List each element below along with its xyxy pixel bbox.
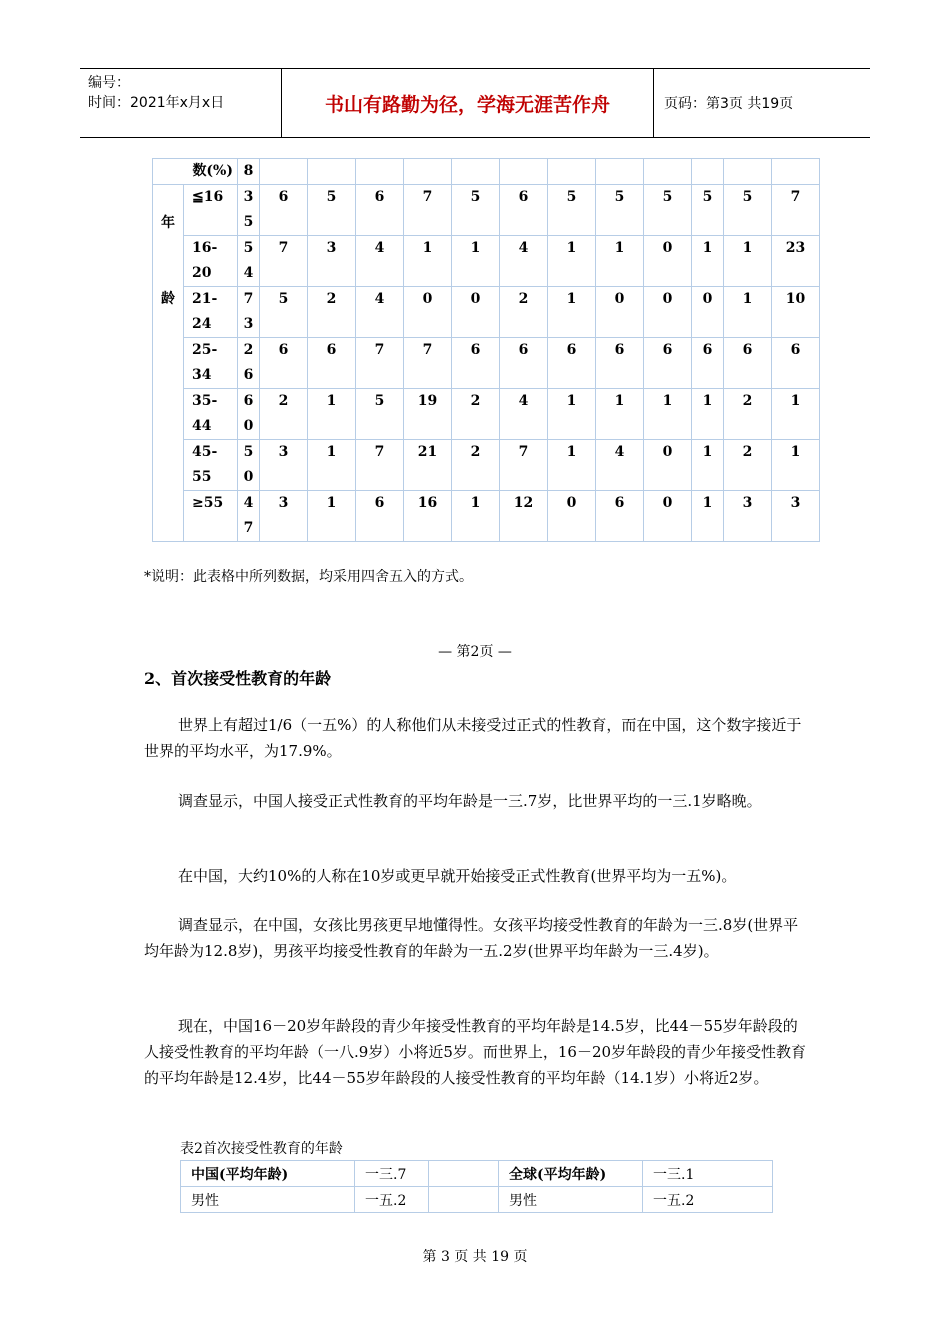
table-cell: 3 bbox=[724, 491, 772, 542]
table-cell: 全球(平均年龄) bbox=[499, 1161, 643, 1187]
page-marker: — 第2页 — bbox=[438, 644, 512, 660]
table-cell: 4 bbox=[500, 389, 548, 440]
page-footer: 第 3 页 共 19 页 bbox=[422, 1249, 528, 1265]
table-note: *说明：此表格中所列数据，均采用四舍五入的方式。 bbox=[144, 569, 473, 585]
header-count: 8 bbox=[238, 159, 260, 185]
table-cell: 0 bbox=[644, 287, 692, 338]
table-cell: 5 bbox=[260, 287, 308, 338]
table-cell: 23 bbox=[772, 236, 820, 287]
table-cell: 5 bbox=[356, 389, 404, 440]
table-cell: 0 bbox=[452, 287, 500, 338]
table-cell: 2 bbox=[260, 389, 308, 440]
table-cell: 2 bbox=[308, 287, 356, 338]
table-cell: 1 bbox=[308, 440, 356, 491]
table-cell: 4 bbox=[356, 287, 404, 338]
table-header-row bbox=[153, 159, 820, 185]
table-cell: 1 bbox=[548, 236, 596, 287]
table-cell: 男性 bbox=[181, 1187, 355, 1213]
table-cell: 3 bbox=[308, 236, 356, 287]
table-cell: 2 bbox=[452, 440, 500, 491]
paragraph: 现在，中国16－20岁年龄段的青少年接受性教育的平均年龄是14.5岁，比44－55岁年龄段的人接受性教育的平均年龄（一八.9岁）小将近5岁。而世界上，16－20岁年龄段的青少年接受性教育的平均年龄是12.4岁，比44－55岁年龄段的人接受性教育的平均年龄（14.1岁）小将近2岁。 bbox=[144, 1017, 807, 1087]
age-range-count: 47 bbox=[238, 491, 260, 542]
table-cell: 1 bbox=[404, 236, 452, 287]
table-cell: 6 bbox=[692, 338, 724, 389]
table-cell: 5 bbox=[692, 185, 724, 236]
table-row bbox=[153, 287, 820, 338]
table-cell: 10 bbox=[772, 287, 820, 338]
table-cell: 1 bbox=[692, 491, 724, 542]
table-row bbox=[181, 1187, 773, 1213]
paragraph: 调查显示，中国人接受正式性教育的平均年龄是一三.7岁，比世界平均的一三.1岁略晚。 bbox=[178, 792, 762, 810]
first-education-age-table bbox=[180, 1160, 773, 1213]
table-cell: 6 bbox=[772, 338, 820, 389]
table-cell: 6 bbox=[260, 338, 308, 389]
table-cell: 1 bbox=[308, 389, 356, 440]
header-label: 数(%) bbox=[153, 159, 238, 185]
age-group-label-top: 年 bbox=[161, 215, 175, 231]
table-cell: 1 bbox=[772, 440, 820, 491]
table-cell: 4 bbox=[500, 236, 548, 287]
header-page-info: 页码：第3页 共19页 bbox=[664, 96, 794, 112]
section-title: 2、首次接受性教育的年龄 bbox=[144, 669, 332, 688]
age-range-label: 21-24 bbox=[184, 287, 238, 338]
table-cell: 1 bbox=[548, 440, 596, 491]
header-time: 时间：2021年x月x日 bbox=[88, 95, 225, 111]
table-cell: 5 bbox=[452, 185, 500, 236]
paragraph: 调查显示，在中国，女孩比男孩更早地懂得性。女孩平均接受性教育的年龄为一三.8岁(世界平均年龄为12.8岁)，男孩平均接受性教育的年龄为一五.2岁(世界平均年龄为一三.4岁)。 bbox=[144, 916, 799, 960]
table-row bbox=[181, 1161, 773, 1187]
table-cell: 6 bbox=[356, 185, 404, 236]
table-row bbox=[153, 389, 820, 440]
table-cell: 1 bbox=[692, 389, 724, 440]
table-cell: 1 bbox=[548, 389, 596, 440]
table-cell: 6 bbox=[308, 338, 356, 389]
age-range-label: 45-55 bbox=[184, 440, 238, 491]
table-cell: 一三.7 bbox=[355, 1161, 429, 1187]
age-range-count: 35 bbox=[238, 185, 260, 236]
page-header bbox=[80, 68, 870, 138]
paragraph: 在中国，大约10%的人称在10岁或更早就开始接受正式性教育(世界平均为一五%)。 bbox=[178, 867, 737, 885]
table-cell: 1 bbox=[724, 236, 772, 287]
table-cell: 7 bbox=[356, 440, 404, 491]
table-cell: 2 bbox=[724, 440, 772, 491]
table-cell: 0 bbox=[596, 287, 644, 338]
table-cell: 0 bbox=[404, 287, 452, 338]
table-cell: 6 bbox=[596, 491, 644, 542]
table-cell: 1 bbox=[452, 491, 500, 542]
table-cell: 6 bbox=[724, 338, 772, 389]
table-cell: 一五.2 bbox=[355, 1187, 429, 1213]
table-cell: 1 bbox=[644, 389, 692, 440]
table-cell: 12 bbox=[500, 491, 548, 542]
header-motto: 书山有路勤为径，学海无涯苦作舟 bbox=[282, 69, 654, 137]
table-row bbox=[153, 491, 820, 542]
header-code: 编号： bbox=[88, 75, 130, 91]
table-cell: 0 bbox=[644, 440, 692, 491]
table-cell: 1 bbox=[596, 389, 644, 440]
table-cell: 7 bbox=[500, 440, 548, 491]
age-group-label bbox=[153, 185, 184, 542]
age-range-label: ≥55 bbox=[184, 491, 238, 542]
table-cell: 3 bbox=[260, 440, 308, 491]
table-cell: 1 bbox=[692, 440, 724, 491]
age-range-label: ≦16 bbox=[184, 185, 238, 236]
table-cell: 4 bbox=[356, 236, 404, 287]
table-cell: 6 bbox=[596, 338, 644, 389]
table-row bbox=[153, 440, 820, 491]
table-cell: 6 bbox=[548, 338, 596, 389]
table-cell: 7 bbox=[404, 185, 452, 236]
table-cell: 6 bbox=[500, 185, 548, 236]
table-cell: 3 bbox=[772, 491, 820, 542]
header-meta bbox=[80, 69, 282, 137]
age-distribution-table bbox=[152, 158, 820, 542]
age-range-count: 54 bbox=[238, 236, 260, 287]
table-cell: 男性 bbox=[499, 1187, 643, 1213]
table-cell: 7 bbox=[356, 338, 404, 389]
table-cell: 6 bbox=[644, 338, 692, 389]
table2-caption: 表2首次接受性教育的年龄 bbox=[180, 1141, 343, 1157]
table-cell: 1 bbox=[452, 236, 500, 287]
table-cell: 21 bbox=[404, 440, 452, 491]
table-cell: 5 bbox=[548, 185, 596, 236]
table-cell: 1 bbox=[548, 287, 596, 338]
table-cell: 中国(平均年龄) bbox=[181, 1161, 355, 1187]
table-cell bbox=[429, 1161, 499, 1187]
table-cell: 0 bbox=[644, 491, 692, 542]
paragraph: 世界上有超过1/6（一五%）的人称他们从未接受过正式的性教育，而在中国，这个数字接近于世界的平均水平，为17.9%。 bbox=[144, 716, 802, 760]
table-cell: 3 bbox=[260, 491, 308, 542]
table-cell: 2 bbox=[500, 287, 548, 338]
table-cell: 5 bbox=[644, 185, 692, 236]
table-cell: 一五.2 bbox=[643, 1187, 773, 1213]
table-cell: 0 bbox=[644, 236, 692, 287]
age-range-label: 25-34 bbox=[184, 338, 238, 389]
age-range-count: 50 bbox=[238, 440, 260, 491]
table-cell: 19 bbox=[404, 389, 452, 440]
table-cell bbox=[429, 1187, 499, 1213]
age-range-label: 35-44 bbox=[184, 389, 238, 440]
table-cell: 1 bbox=[308, 491, 356, 542]
table-cell: 1 bbox=[692, 236, 724, 287]
table-cell: 4 bbox=[596, 440, 644, 491]
table-cell: 0 bbox=[548, 491, 596, 542]
table-cell: 7 bbox=[772, 185, 820, 236]
table-cell: 6 bbox=[356, 491, 404, 542]
table-cell: 5 bbox=[596, 185, 644, 236]
table-cell: 7 bbox=[404, 338, 452, 389]
table-cell: 2 bbox=[724, 389, 772, 440]
age-group-label-bottom: 龄 bbox=[161, 291, 175, 307]
table-cell: 6 bbox=[452, 338, 500, 389]
table-cell: 2 bbox=[452, 389, 500, 440]
table-cell: 1 bbox=[772, 389, 820, 440]
table-cell: 5 bbox=[308, 185, 356, 236]
table-row bbox=[153, 185, 820, 236]
table-cell: 6 bbox=[500, 338, 548, 389]
table-cell: 6 bbox=[260, 185, 308, 236]
age-range-count: 60 bbox=[238, 389, 260, 440]
table-cell: 0 bbox=[692, 287, 724, 338]
table-cell: 1 bbox=[596, 236, 644, 287]
table-cell: 7 bbox=[260, 236, 308, 287]
table-row bbox=[153, 236, 820, 287]
table-row bbox=[153, 338, 820, 389]
age-range-label: 16-20 bbox=[184, 236, 238, 287]
table-cell: 一三.1 bbox=[643, 1161, 773, 1187]
table-cell: 5 bbox=[724, 185, 772, 236]
table-cell: 16 bbox=[404, 491, 452, 542]
age-range-count: 73 bbox=[238, 287, 260, 338]
table-cell: 1 bbox=[724, 287, 772, 338]
age-range-count: 26 bbox=[238, 338, 260, 389]
